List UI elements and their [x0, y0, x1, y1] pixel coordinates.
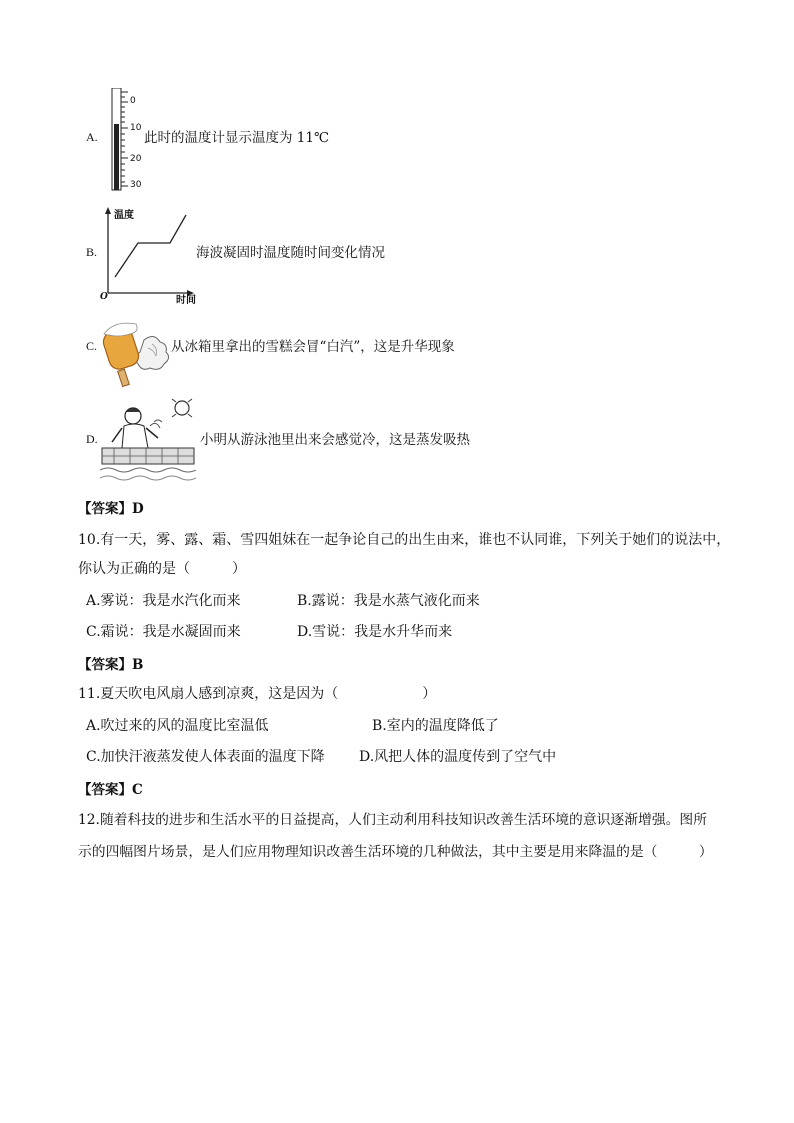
thermometer-tick-0: 0	[130, 96, 136, 106]
answer-9: 【答案】D	[78, 501, 144, 517]
question-10-option-a: A.雾说：我是水汽化而来	[86, 593, 241, 609]
option-d	[86, 398, 516, 484]
graph-x-label: 时间	[176, 295, 196, 306]
answer-10: 【答案】B	[78, 657, 144, 673]
question-10-line-1: 10.有一天，雾、露、霜、雪四姐妹在一起争论自己的出生由来，谁也不认同谁，下列关于她们的说法中，	[78, 532, 731, 548]
question-10-option-c: C.霜说：我是水凝固而来	[86, 624, 241, 640]
option-a	[86, 88, 506, 192]
option-letter: D.	[86, 432, 98, 446]
option-text: 从冰箱里拿出的雪糕会冒“白汽”，这是升华现象	[171, 339, 455, 355]
question-11-line-1: 11.夏天吹电风扇人感到凉爽，这是因为（ ）	[78, 686, 437, 702]
option-letter: B.	[86, 245, 98, 259]
question-10-option-b: B.露说：我是水蒸气液化而来	[297, 593, 480, 609]
question-12-line-2: 示的四幅图片场景，是人们应用物理知识改善生活环境的几种做法，其中主要是用来降温的是（ ）	[78, 844, 713, 860]
answer-11: 【答案】C	[78, 782, 143, 798]
question-12-line-1: 12.随着科技的进步和生活水平的日益提高，人们主动利用科技知识改善生活环境的意识逐渐增强。图所	[78, 812, 708, 828]
question-11-option-a: A.吹过来的风的温度比室温低	[86, 718, 269, 734]
graph-y-label: 温度	[114, 210, 134, 221]
graph-origin-label: O	[100, 292, 108, 302]
option-text: 小明从游泳池里出来会感觉冷，这是蒸发吸热	[200, 432, 470, 448]
option-letter: A.	[86, 130, 98, 144]
option-letter: C.	[86, 339, 98, 353]
question-11-option-d: D.风把人体的温度传到了空气中	[359, 749, 557, 765]
option-c	[86, 312, 526, 388]
thermometer-tick-10: 10	[130, 123, 142, 133]
ice-cream-icon	[100, 312, 172, 388]
swimmer-icon	[100, 398, 196, 484]
option-b	[86, 205, 506, 305]
question-11-option-c: C.加快汗液蒸发使人体表面的温度下降	[86, 749, 325, 765]
thermometer-tick-20: 20	[130, 154, 142, 164]
option-text: 海波凝固时温度随时间变化情况	[196, 245, 385, 261]
thermometer-tick-30: 30	[130, 180, 142, 190]
question-10-line-2: 你认为正确的是（ ）	[78, 561, 246, 577]
question-10-option-d: D.雪说：我是水升华而来	[297, 624, 453, 640]
option-text: 此时的温度计显示温度为 11℃	[144, 130, 330, 146]
question-11-option-b: B.室内的温度降低了	[372, 718, 499, 734]
